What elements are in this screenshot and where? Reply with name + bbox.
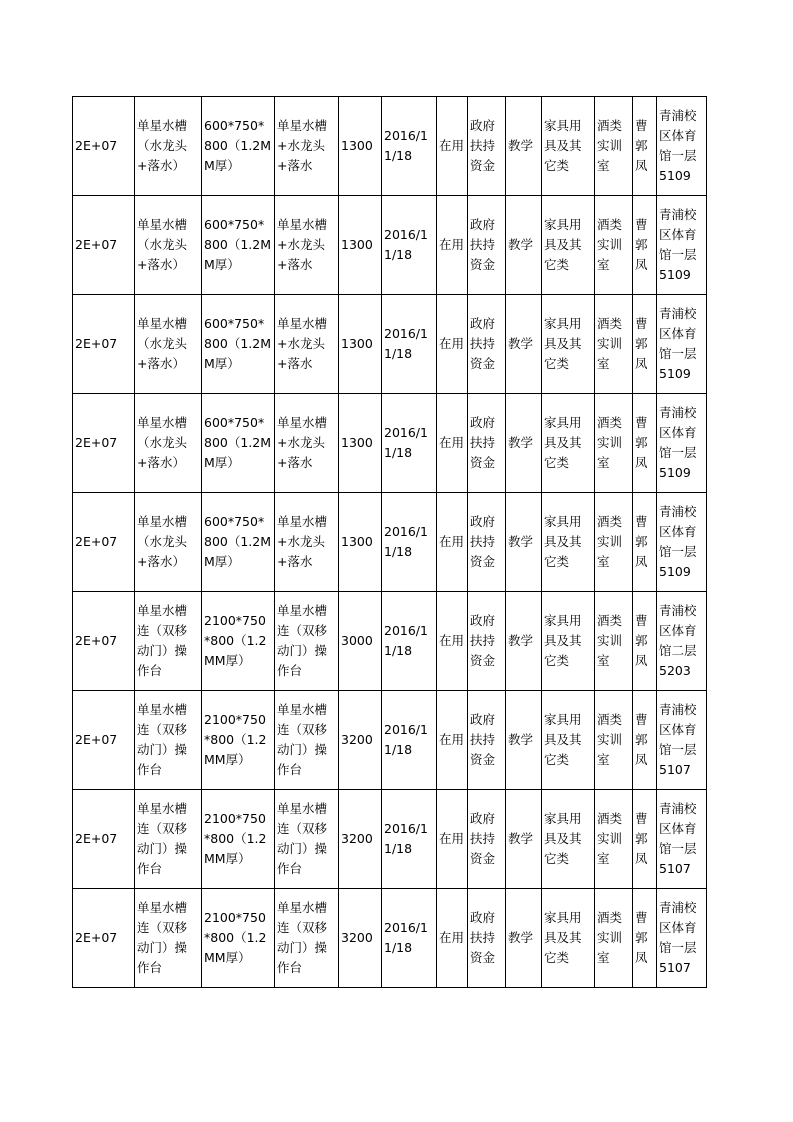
cell-status: 在用 bbox=[437, 394, 468, 493]
table-row bbox=[73, 97, 707, 196]
cell-asset-name: 单星水槽连（双移动门）操作台 bbox=[135, 592, 202, 691]
cell-model: 单星水槽+水龙头+落水 bbox=[275, 295, 339, 394]
cell-model: 单星水槽+水龙头+落水 bbox=[275, 493, 339, 592]
cell-asset-name: 单星水槽连（双移动门）操作台 bbox=[135, 790, 202, 889]
cell-status: 在用 bbox=[437, 295, 468, 394]
cell-usage: 教学 bbox=[506, 97, 542, 196]
cell-date: 2016/11/18 bbox=[382, 295, 437, 394]
cell-spec: 600*750*800（1.2MM厚） bbox=[202, 97, 275, 196]
cell-usage: 教学 bbox=[506, 889, 542, 988]
cell-status: 在用 bbox=[437, 691, 468, 790]
cell-amount: 3200 bbox=[339, 691, 382, 790]
cell-amount: 1300 bbox=[339, 295, 382, 394]
cell-location: 青浦校区体育馆一层5109 bbox=[657, 97, 707, 196]
cell-amount: 1300 bbox=[339, 394, 382, 493]
cell-usage: 教学 bbox=[506, 790, 542, 889]
cell-spec: 600*750*800（1.2MM厚） bbox=[202, 493, 275, 592]
cell-date: 2016/11/18 bbox=[382, 592, 437, 691]
cell-model: 单星水槽+水龙头+落水 bbox=[275, 196, 339, 295]
cell-funding-source: 政府扶持资金 bbox=[468, 790, 506, 889]
cell-asset-name: 单星水槽（水龙头+落水） bbox=[135, 394, 202, 493]
cell-date: 2016/11/18 bbox=[382, 691, 437, 790]
cell-department: 酒类实训室 bbox=[595, 97, 633, 196]
table-row bbox=[73, 295, 707, 394]
cell-date: 2016/11/18 bbox=[382, 493, 437, 592]
cell-amount: 3200 bbox=[339, 790, 382, 889]
table-row bbox=[73, 790, 707, 889]
cell-date: 2016/11/18 bbox=[382, 97, 437, 196]
cell-usage: 教学 bbox=[506, 196, 542, 295]
cell-model: 单星水槽连（双移动门）操作台 bbox=[275, 889, 339, 988]
cell-category: 家具用具及其它类 bbox=[542, 493, 595, 592]
cell-asset-code: 2E+07 bbox=[73, 295, 135, 394]
cell-funding-source: 政府扶持资金 bbox=[468, 295, 506, 394]
cell-asset-code: 2E+07 bbox=[73, 691, 135, 790]
cell-custodian: 曹郭凤 bbox=[633, 691, 657, 790]
cell-model: 单星水槽连（双移动门）操作台 bbox=[275, 790, 339, 889]
cell-asset-name: 单星水槽连（双移动门）操作台 bbox=[135, 691, 202, 790]
cell-spec: 2100*750*800（1.2MM厚） bbox=[202, 691, 275, 790]
cell-spec: 2100*750*800（1.2MM厚） bbox=[202, 889, 275, 988]
cell-custodian: 曹郭凤 bbox=[633, 295, 657, 394]
cell-amount: 1300 bbox=[339, 493, 382, 592]
cell-date: 2016/11/18 bbox=[382, 196, 437, 295]
cell-custodian: 曹郭凤 bbox=[633, 790, 657, 889]
cell-status: 在用 bbox=[437, 592, 468, 691]
table-row bbox=[73, 889, 707, 988]
table-row bbox=[73, 691, 707, 790]
cell-department: 酒类实训室 bbox=[595, 493, 633, 592]
cell-location: 青浦校区体育馆一层5109 bbox=[657, 295, 707, 394]
cell-spec: 600*750*800（1.2MM厚） bbox=[202, 394, 275, 493]
cell-custodian: 曹郭凤 bbox=[633, 97, 657, 196]
cell-custodian: 曹郭凤 bbox=[633, 394, 657, 493]
cell-category: 家具用具及其它类 bbox=[542, 97, 595, 196]
cell-status: 在用 bbox=[437, 493, 468, 592]
cell-status: 在用 bbox=[437, 889, 468, 988]
cell-department: 酒类实训室 bbox=[595, 295, 633, 394]
cell-category: 家具用具及其它类 bbox=[542, 790, 595, 889]
cell-custodian: 曹郭凤 bbox=[633, 889, 657, 988]
cell-location: 青浦校区体育馆二层5203 bbox=[657, 592, 707, 691]
cell-amount: 1300 bbox=[339, 97, 382, 196]
cell-model: 单星水槽+水龙头+落水 bbox=[275, 97, 339, 196]
cell-asset-code: 2E+07 bbox=[73, 790, 135, 889]
cell-spec: 600*750*800（1.2MM厚） bbox=[202, 196, 275, 295]
cell-location: 青浦校区体育馆一层5107 bbox=[657, 790, 707, 889]
cell-department: 酒类实训室 bbox=[595, 889, 633, 988]
cell-usage: 教学 bbox=[506, 394, 542, 493]
cell-department: 酒类实训室 bbox=[595, 592, 633, 691]
table-row bbox=[73, 493, 707, 592]
cell-location: 青浦校区体育馆一层5109 bbox=[657, 493, 707, 592]
cell-funding-source: 政府扶持资金 bbox=[468, 889, 506, 988]
cell-usage: 教学 bbox=[506, 592, 542, 691]
cell-model: 单星水槽连（双移动门）操作台 bbox=[275, 691, 339, 790]
cell-category: 家具用具及其它类 bbox=[542, 196, 595, 295]
cell-asset-code: 2E+07 bbox=[73, 196, 135, 295]
cell-asset-code: 2E+07 bbox=[73, 394, 135, 493]
table-row bbox=[73, 196, 707, 295]
cell-custodian: 曹郭凤 bbox=[633, 493, 657, 592]
cell-model: 单星水槽连（双移动门）操作台 bbox=[275, 592, 339, 691]
cell-amount: 1300 bbox=[339, 196, 382, 295]
cell-category: 家具用具及其它类 bbox=[542, 889, 595, 988]
cell-spec: 600*750*800（1.2MM厚） bbox=[202, 295, 275, 394]
cell-department: 酒类实训室 bbox=[595, 790, 633, 889]
cell-location: 青浦校区体育馆一层5107 bbox=[657, 889, 707, 988]
cell-asset-code: 2E+07 bbox=[73, 493, 135, 592]
cell-asset-code: 2E+07 bbox=[73, 592, 135, 691]
cell-asset-name: 单星水槽（水龙头+落水） bbox=[135, 295, 202, 394]
cell-category: 家具用具及其它类 bbox=[542, 592, 595, 691]
cell-location: 青浦校区体育馆一层5109 bbox=[657, 394, 707, 493]
cell-date: 2016/11/18 bbox=[382, 889, 437, 988]
table-row bbox=[73, 592, 707, 691]
cell-asset-name: 单星水槽连（双移动门）操作台 bbox=[135, 889, 202, 988]
cell-category: 家具用具及其它类 bbox=[542, 394, 595, 493]
cell-custodian: 曹郭凤 bbox=[633, 196, 657, 295]
cell-status: 在用 bbox=[437, 97, 468, 196]
cell-amount: 3200 bbox=[339, 889, 382, 988]
cell-location: 青浦校区体育馆一层5109 bbox=[657, 196, 707, 295]
cell-model: 单星水槽+水龙头+落水 bbox=[275, 394, 339, 493]
cell-funding-source: 政府扶持资金 bbox=[468, 394, 506, 493]
cell-funding-source: 政府扶持资金 bbox=[468, 97, 506, 196]
cell-asset-code: 2E+07 bbox=[73, 889, 135, 988]
asset-table bbox=[72, 96, 707, 988]
cell-spec: 2100*750*800（1.2MM厚） bbox=[202, 592, 275, 691]
cell-department: 酒类实训室 bbox=[595, 394, 633, 493]
cell-department: 酒类实训室 bbox=[595, 691, 633, 790]
cell-asset-name: 单星水槽（水龙头+落水） bbox=[135, 493, 202, 592]
cell-funding-source: 政府扶持资金 bbox=[468, 493, 506, 592]
cell-funding-source: 政府扶持资金 bbox=[468, 691, 506, 790]
cell-spec: 2100*750*800（1.2MM厚） bbox=[202, 790, 275, 889]
cell-category: 家具用具及其它类 bbox=[542, 691, 595, 790]
cell-date: 2016/11/18 bbox=[382, 394, 437, 493]
asset-table-body bbox=[73, 97, 707, 988]
cell-asset-name: 单星水槽（水龙头+落水） bbox=[135, 196, 202, 295]
cell-custodian: 曹郭凤 bbox=[633, 592, 657, 691]
cell-usage: 教学 bbox=[506, 493, 542, 592]
cell-usage: 教学 bbox=[506, 691, 542, 790]
cell-category: 家具用具及其它类 bbox=[542, 295, 595, 394]
cell-amount: 3000 bbox=[339, 592, 382, 691]
cell-department: 酒类实训室 bbox=[595, 196, 633, 295]
cell-asset-name: 单星水槽（水龙头+落水） bbox=[135, 97, 202, 196]
cell-usage: 教学 bbox=[506, 295, 542, 394]
cell-funding-source: 政府扶持资金 bbox=[468, 592, 506, 691]
cell-location: 青浦校区体育馆一层5107 bbox=[657, 691, 707, 790]
cell-asset-code: 2E+07 bbox=[73, 97, 135, 196]
cell-status: 在用 bbox=[437, 790, 468, 889]
cell-date: 2016/11/18 bbox=[382, 790, 437, 889]
cell-status: 在用 bbox=[437, 196, 468, 295]
table-row bbox=[73, 394, 707, 493]
cell-funding-source: 政府扶持资金 bbox=[468, 196, 506, 295]
